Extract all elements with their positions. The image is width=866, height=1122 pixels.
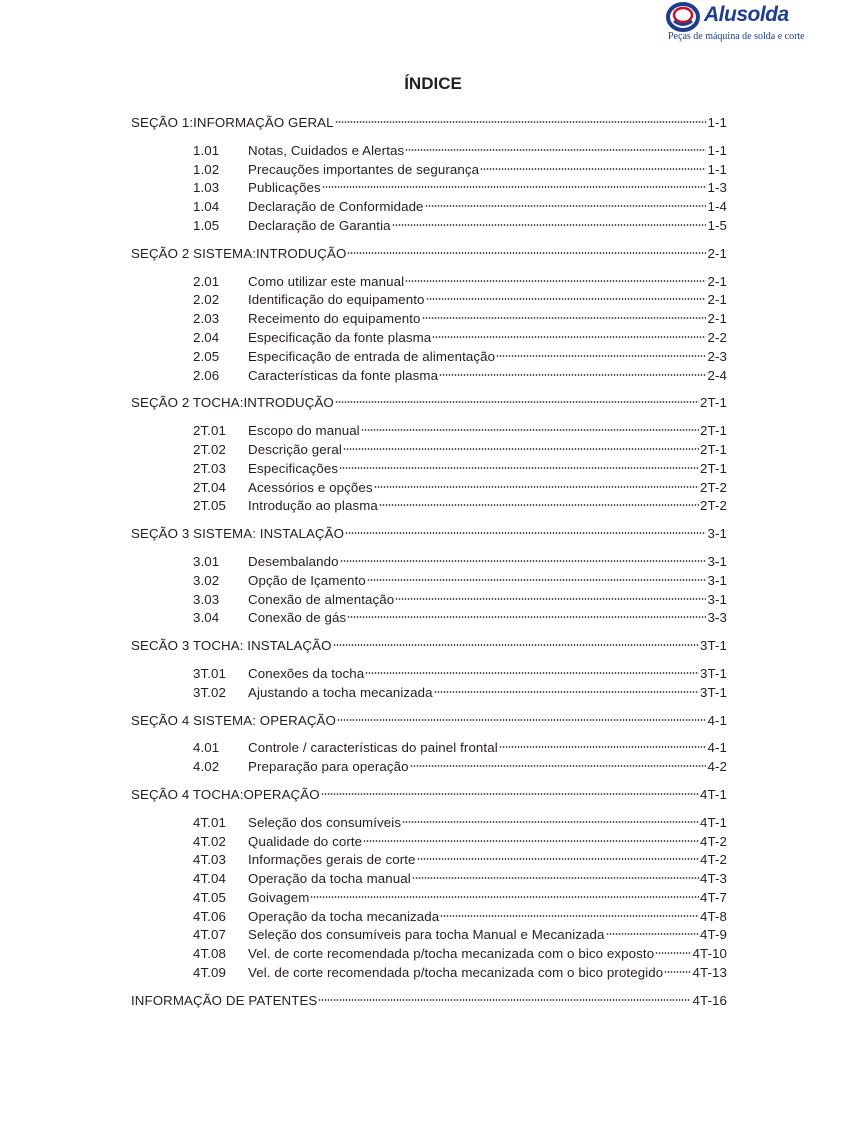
toc-entry-number: 2.02 — [193, 292, 220, 308]
brand-name: Alusolda — [704, 3, 789, 26]
toc-leader-dots — [480, 167, 706, 171]
toc-leader-dots — [333, 643, 699, 647]
table-of-contents — [131, 115, 727, 1012]
toc-entry-number: 1.04 — [193, 199, 220, 215]
toc-section[interactable] — [131, 713, 727, 732]
toc-entry-title: Qualidade do corte — [248, 833, 363, 849]
toc-entry-title: Publicações — [248, 180, 321, 196]
toc-entry[interactable] — [131, 871, 727, 890]
toc-entry-title: Como utilizar este manual — [248, 273, 405, 289]
toc-entry-number: 2T.02 — [193, 441, 227, 457]
toc-page-number: 1-1 — [707, 115, 727, 130]
toc-section-title: SECÃO 3 TOCHA: INSTALAÇÃO — [131, 638, 332, 654]
toc-page-number: 4T-9 — [699, 927, 727, 943]
toc-leader-dots — [417, 857, 699, 861]
toc-entry-number: 4T.05 — [193, 889, 227, 905]
toc-page-number: 2T-1 — [699, 423, 727, 439]
toc-leader-dots — [405, 279, 706, 283]
toc-page-number: 3-3 — [707, 610, 727, 626]
toc-page-number: 2T-1 — [699, 441, 727, 457]
toc-entry[interactable] — [131, 143, 727, 162]
toc-leader-dots — [347, 615, 706, 619]
toc-page-number: 2-1 — [707, 311, 727, 327]
toc-section-title: SEÇÃO 2 SISTEMA:INTRODUÇÃO — [131, 245, 347, 261]
toc-page-number: 2-4 — [707, 367, 727, 383]
toc-entry[interactable] — [131, 180, 727, 199]
toc-entry-title: Acessórios e opções — [248, 479, 373, 495]
toc-page-number: 2T-2 — [699, 479, 727, 495]
toc-entry-number: 4T.02 — [193, 833, 227, 849]
toc-entry-title: Características da fonte plasma — [248, 367, 439, 383]
toc-entry-title: Opção de Içamento — [248, 572, 366, 588]
toc-entry-title: Declaração de Garantia — [248, 217, 391, 233]
brand-tagline: Peças de máquina de solda e corte — [668, 31, 805, 42]
toc-page-number: 2T-1 — [699, 460, 727, 476]
toc-leader-dots — [310, 895, 699, 899]
toc-page-number: 4-1 — [707, 712, 727, 728]
toc-entry[interactable] — [131, 815, 727, 834]
toc-entry-number: 2.06 — [193, 367, 220, 383]
toc-page-number: 2-3 — [707, 348, 727, 364]
toc-entry[interactable] — [131, 480, 727, 499]
toc-leader-dots — [340, 559, 707, 563]
toc-entry[interactable] — [131, 349, 727, 368]
toc-section-title: SEÇÃO 4 TOCHA:OPERAÇÃO — [131, 786, 320, 802]
toc-page-number: 4T-1 — [699, 814, 727, 830]
toc-entry-number: 2.04 — [193, 329, 220, 345]
toc-page-number: 4T-10 — [692, 946, 727, 962]
toc-leader-dots — [321, 792, 699, 796]
toc-entry-title: Declaração de Conformidade — [248, 199, 424, 215]
toc-page-number: 2-1 — [707, 292, 727, 308]
toc-entry[interactable] — [131, 592, 727, 611]
toc-entry[interactable] — [131, 965, 727, 984]
toc-section[interactable] — [131, 638, 727, 657]
toc-entry-title: Goivagem — [248, 889, 310, 905]
toc-page-number: 4T-2 — [699, 833, 727, 849]
toc-leader-dots — [606, 932, 699, 936]
toc-entry[interactable] — [131, 852, 727, 871]
toc-entry-number: 2T.01 — [193, 423, 227, 439]
toc-entry-title: Vel. de corte recomendada p/tocha mecanizada com o bico protegido — [248, 965, 664, 981]
toc-leader-dots — [361, 428, 699, 432]
toc-leader-dots — [405, 148, 706, 152]
toc-entry-title: Preparação para operação — [248, 759, 409, 775]
toc-section-title: SEÇÃO 4 SISTEMA: OPERAÇÃO — [131, 712, 336, 728]
toc-entry-title: Seleção dos consumíveis — [248, 814, 402, 830]
toc-entry-number: 4T.01 — [193, 814, 227, 830]
toc-page-number: 3-1 — [707, 591, 727, 607]
toc-leader-dots — [422, 316, 707, 320]
toc-entry[interactable] — [131, 330, 727, 349]
toc-entry-number: 1.05 — [193, 217, 220, 233]
toc-leader-dots — [395, 597, 706, 601]
toc-entry[interactable] — [131, 740, 727, 759]
toc-leader-dots — [426, 297, 707, 301]
toc-leader-dots — [440, 914, 699, 918]
toc-section[interactable] — [131, 526, 727, 545]
toc-entry-title: Conexões da tocha — [248, 665, 365, 681]
toc-entry-number: 3.01 — [193, 553, 220, 569]
toc-leader-dots — [425, 204, 707, 208]
toc-entry[interactable] — [131, 162, 727, 181]
toc-entry-number: 2.05 — [193, 348, 220, 364]
toc-section-title: INFORMAÇÃO DE PATENTES — [131, 992, 318, 1008]
toc-entry-number: 4T.08 — [193, 946, 227, 962]
toc-entry-title: Introdução ao plasma — [248, 498, 378, 514]
toc-entry[interactable] — [131, 759, 727, 778]
toc-entry-title: Notas, Cuidados e Alertas — [248, 142, 405, 158]
toc-entry-title: Vel. de corte recomendada p/tocha mecanizada com o bico exposto — [248, 946, 655, 962]
toc-page-number: 3T-1 — [699, 665, 727, 681]
toc-leader-dots — [655, 951, 691, 955]
toc-page-number: 2-1 — [707, 245, 727, 261]
toc-entry[interactable] — [131, 666, 727, 685]
toc-entry-number: 2.03 — [193, 311, 220, 327]
toc-page-number: 2-1 — [707, 273, 727, 289]
toc-entry-number: 2T.05 — [193, 498, 227, 514]
toc-page-number: 1-3 — [707, 180, 727, 196]
toc-leader-dots — [322, 185, 707, 189]
toc-entry-number: 2T.04 — [193, 479, 227, 495]
toc-leader-dots — [374, 485, 699, 489]
toc-entry-title: Ajustando a tocha mecanizada — [248, 684, 433, 700]
toc-page-number: 4-1 — [707, 740, 727, 756]
toc-entry[interactable] — [131, 368, 727, 387]
toc-page-number: 2T-1 — [699, 395, 727, 411]
toc-entry[interactable] — [131, 218, 727, 237]
toc-page-number: 4T-7 — [699, 889, 727, 905]
toc-entry-title: Conexão de almentação — [248, 591, 395, 607]
toc-leader-dots — [379, 503, 699, 507]
toc-page-number: 3T-1 — [699, 684, 727, 700]
toc-entry-number: 3.03 — [193, 591, 220, 607]
toc-entry[interactable] — [131, 461, 727, 480]
toc-entry-number: 3.04 — [193, 610, 220, 626]
toc-section[interactable] — [131, 395, 727, 414]
toc-entry-title: Controle / características do painel frontal — [248, 740, 498, 756]
toc-leader-dots — [339, 466, 699, 470]
toc-page-number: 3-1 — [707, 553, 727, 569]
toc-section-title: SEÇÃO 3 SISTEMA: INSTALAÇÃO — [131, 526, 345, 542]
toc-entry-number: 4T.06 — [193, 908, 227, 924]
toc-entry-title: Informações gerais de corte — [248, 852, 416, 868]
toc-entry[interactable] — [131, 554, 727, 573]
toc-entry-title: Desembalando — [248, 553, 339, 569]
toc-entry-number: 4T.03 — [193, 852, 227, 868]
toc-leader-dots — [335, 120, 707, 124]
page-title: ÍNDICE — [404, 74, 462, 93]
toc-leader-dots — [496, 354, 706, 358]
toc-page-number: 4T-2 — [699, 852, 727, 868]
toc-leader-dots — [335, 400, 699, 404]
toc-entry-title: Operação da tocha mecanizada — [248, 908, 440, 924]
toc-entry-title: Precauções importantes de segurança — [248, 161, 480, 177]
toc-entry-title: Operação da tocha manual — [248, 871, 411, 887]
toc-page-number: 4T-8 — [699, 908, 727, 924]
toc-entry-title: Receimento do equipamento — [248, 311, 421, 327]
toc-section[interactable] — [131, 787, 727, 806]
toc-leader-dots — [392, 223, 707, 227]
toc-leader-dots — [343, 447, 699, 451]
toc-page-number: 3T-1 — [699, 638, 727, 654]
toc-entry[interactable] — [131, 909, 727, 928]
toc-entry-number: 4T.09 — [193, 965, 227, 981]
toc-entry[interactable] — [131, 610, 727, 629]
toc-entry-title: Identificação do equipamento — [248, 292, 425, 308]
toc-leader-dots — [434, 690, 699, 694]
toc-page-number: 4T-16 — [692, 992, 727, 1008]
toc-leader-dots — [664, 970, 691, 974]
toc-entry[interactable] — [131, 274, 727, 293]
toc-entry[interactable] — [131, 890, 727, 909]
toc-leader-dots — [365, 671, 699, 675]
toc-page-number: 2-2 — [707, 329, 727, 345]
toc-entry-title: Escopo do manual — [248, 423, 360, 439]
toc-page-number: 1-1 — [707, 142, 727, 158]
toc-entry-number: 1.02 — [193, 161, 220, 177]
toc-entry[interactable] — [131, 927, 727, 946]
alusolda-logo-icon — [666, 2, 700, 32]
toc-leader-dots — [432, 335, 706, 339]
toc-entry-number: 1.01 — [193, 142, 220, 158]
toc-entry-number: 4.02 — [193, 759, 220, 775]
toc-page-number: 1-1 — [707, 161, 727, 177]
toc-entry-title: Especificação de entrada de alimentação — [248, 348, 496, 364]
toc-entry[interactable] — [131, 834, 727, 853]
toc-section[interactable] — [131, 115, 727, 134]
toc-page-number: 2T-2 — [699, 498, 727, 514]
toc-leader-dots — [367, 578, 707, 582]
toc-entry[interactable] — [131, 946, 727, 965]
toc-page-number: 1-4 — [707, 199, 727, 215]
toc-entry[interactable] — [131, 573, 727, 592]
toc-entry-title: Descrição geral — [248, 441, 342, 457]
toc-entry-number: 1.03 — [193, 180, 220, 196]
toc-entry[interactable] — [131, 292, 727, 311]
toc-entry-number: 2T.03 — [193, 460, 227, 476]
toc-entry[interactable] — [131, 498, 727, 517]
toc-entry[interactable] — [131, 423, 727, 442]
toc-entry-number: 2.01 — [193, 273, 220, 289]
toc-entry-title: Especificações — [248, 460, 339, 476]
toc-page-number: 4T-3 — [699, 871, 727, 887]
toc-leader-dots — [347, 251, 706, 255]
toc-page-number: 3-1 — [707, 526, 727, 542]
toc-entry[interactable] — [131, 311, 727, 330]
toc-entry-number: 3T.01 — [193, 665, 227, 681]
toc-leader-dots — [439, 373, 706, 377]
toc-leader-dots — [318, 998, 691, 1002]
toc-leader-dots — [410, 764, 707, 768]
toc-leader-dots — [363, 839, 699, 843]
toc-entry-number: 4T.07 — [193, 927, 227, 943]
toc-page-number: 4T-13 — [692, 965, 727, 981]
toc-section-title: SEÇÃO 1:INFORMAÇÃO GERAL — [131, 115, 334, 130]
toc-page-number: 1-5 — [707, 217, 727, 233]
toc-entry[interactable] — [131, 685, 727, 704]
toc-entry-number: 3.02 — [193, 572, 220, 588]
toc-leader-dots — [412, 876, 699, 880]
toc-page-number: 4T-1 — [699, 786, 727, 802]
toc-leader-dots — [499, 745, 707, 749]
toc-entry-number: 3T.02 — [193, 684, 227, 700]
toc-page-number: 4-2 — [707, 759, 727, 775]
toc-leader-dots — [345, 531, 706, 535]
toc-entry-title: Conexão de gás — [248, 610, 347, 626]
toc-entry-title: Seleção dos consumíveis para tocha Manual e Mecanizada — [248, 927, 605, 943]
toc-leader-dots — [402, 820, 699, 824]
toc-entry[interactable] — [131, 199, 727, 218]
toc-section[interactable] — [131, 246, 727, 265]
toc-entry-number: 4T.04 — [193, 871, 227, 887]
toc-section[interactable] — [131, 993, 727, 1012]
alusolda-logo — [664, 0, 804, 48]
toc-entry[interactable] — [131, 442, 727, 461]
toc-page-number: 3-1 — [707, 572, 727, 588]
toc-entry-number: 4.01 — [193, 740, 220, 756]
toc-section-title: SEÇÃO 2 TOCHA:INTRODUÇÃO — [131, 395, 334, 411]
toc-leader-dots — [337, 718, 707, 722]
toc-entry-title: Especificação da fonte plasma — [248, 329, 432, 345]
